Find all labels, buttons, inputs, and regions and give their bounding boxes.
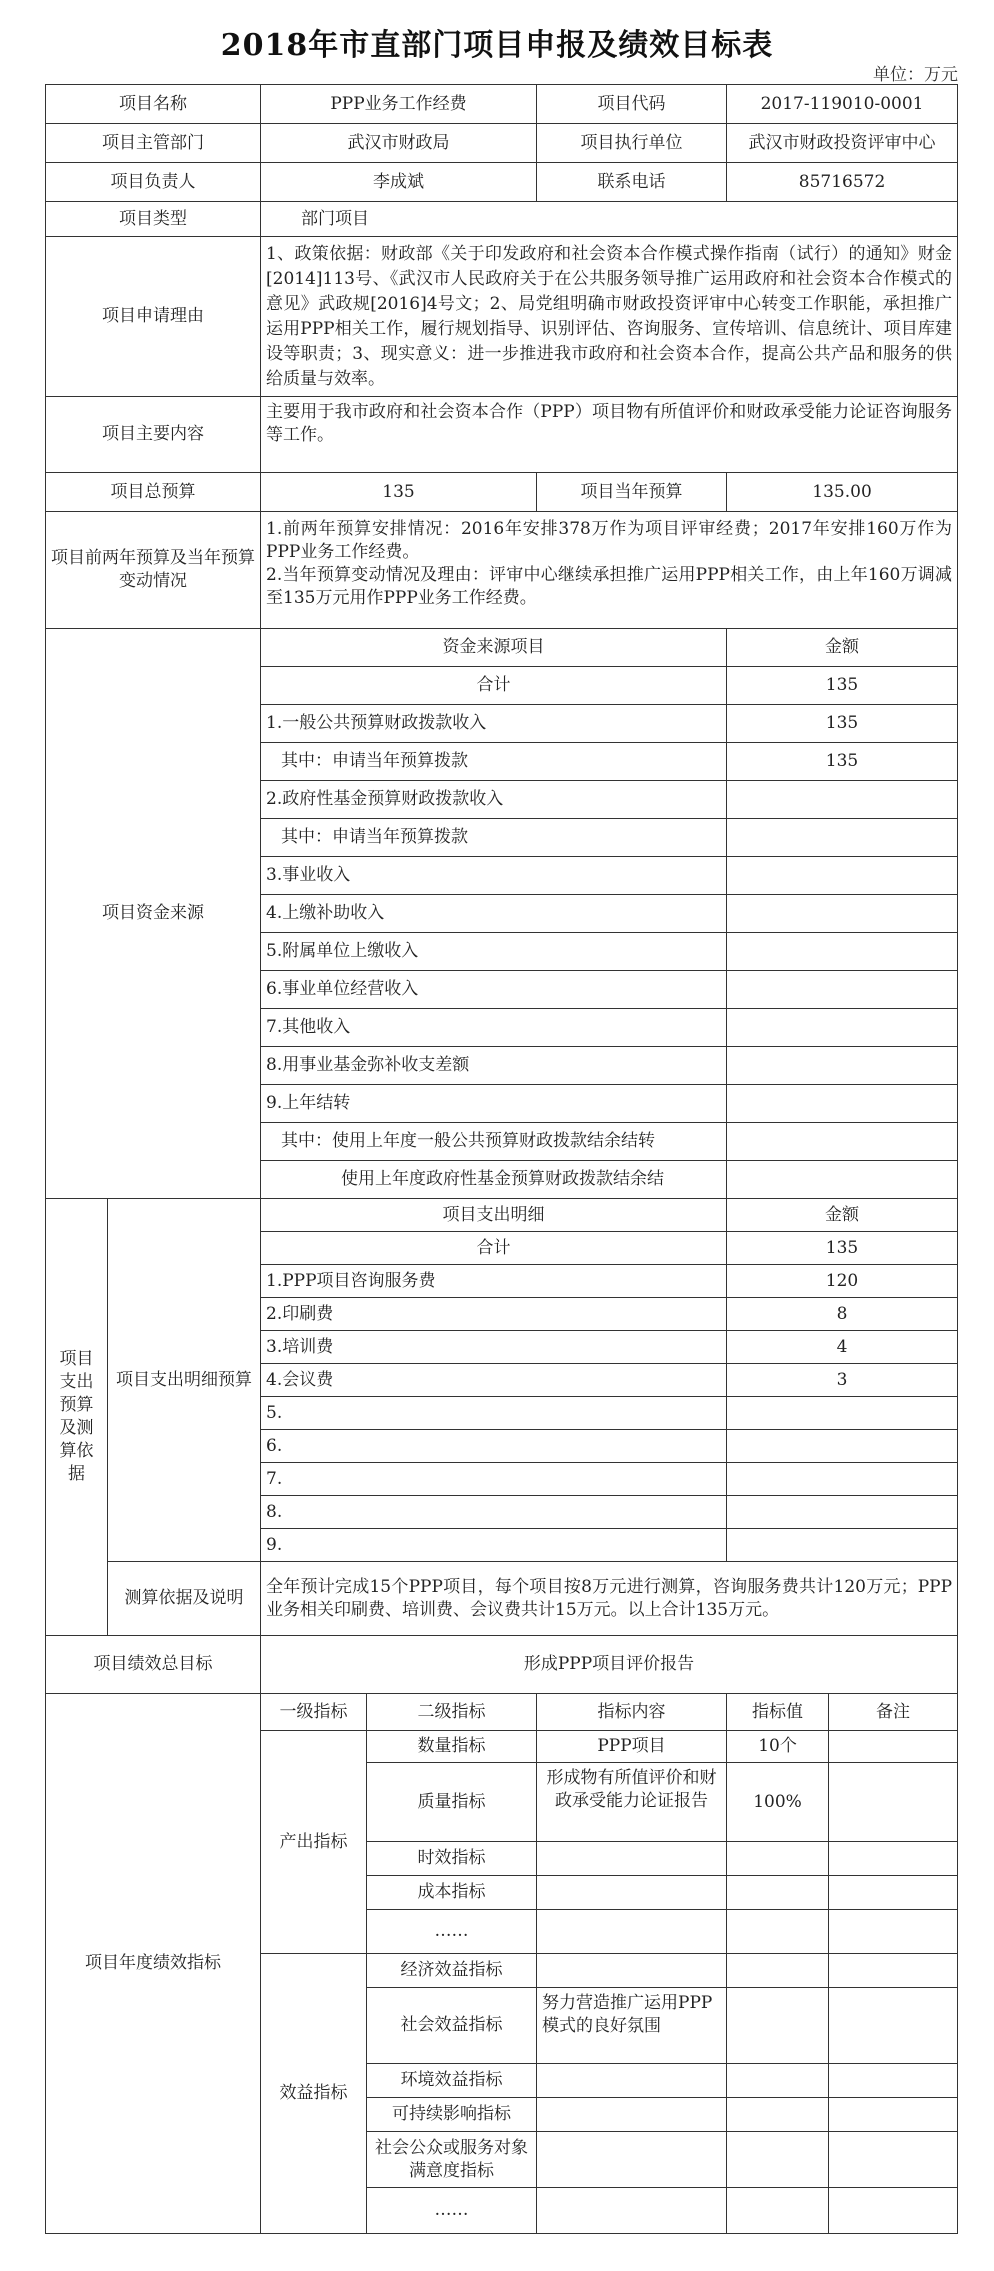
indicator-note [829, 2188, 958, 2234]
funding-item: 6.事业单位经营收入 [261, 971, 727, 1009]
funding-header-item: 资金来源项目 [261, 629, 727, 667]
indicator-content: 努力营造推广运用PPP模式的良好氛围 [537, 1988, 727, 2064]
perf-label: 项目年度绩效指标 [46, 1694, 261, 2234]
expense-header [46, 1199, 958, 1232]
funding-amount: 135 [727, 667, 958, 705]
indicator-name: 经济效益指标 [367, 1954, 537, 1988]
row-basis [46, 1562, 958, 1636]
funding-amount [727, 819, 958, 857]
leader-value: 李成斌 [261, 163, 537, 202]
funding-amount: 135 [727, 705, 958, 743]
expense-amount: 3 [727, 1364, 958, 1397]
funding-item: 其中：申请当年预算拨款 [261, 743, 727, 781]
funding-amount [727, 781, 958, 819]
funding-amount [727, 857, 958, 895]
indicator-note [829, 1876, 958, 1910]
expense-detail-label: 项目支出明细预算 [108, 1199, 261, 1562]
year-value: 135.00 [727, 473, 958, 512]
indicator-note [829, 1842, 958, 1876]
indicator-value [727, 1876, 829, 1910]
indicator-content [537, 1842, 727, 1876]
expense-item: 3.培训费 [261, 1331, 727, 1364]
indicator-note [829, 1954, 958, 1988]
goal-label: 项目绩效总目标 [46, 1636, 261, 1694]
indicator-note [829, 2064, 958, 2098]
indicator-value: 100% [727, 1763, 829, 1842]
expense-item: 2.印刷费 [261, 1298, 727, 1331]
perf-h1: 一级指标 [261, 1694, 367, 1731]
expense-item: 6. [261, 1430, 727, 1463]
expense-item: 9. [261, 1529, 727, 1562]
indicator-content [537, 2098, 727, 2132]
indicator-note [829, 2132, 958, 2188]
row-dept [46, 124, 958, 163]
indicator-value [727, 2132, 829, 2188]
dept-label: 项目主管部门 [46, 124, 261, 163]
expense-amount: 120 [727, 1265, 958, 1298]
funding-item: 使用上年度政府性基金预算财政拨款结余结 [261, 1161, 727, 1199]
indicator-content [537, 2064, 727, 2098]
funding-amount [727, 1123, 958, 1161]
funding-item: 3.事业收入 [261, 857, 727, 895]
exec-label: 项目执行单位 [537, 124, 727, 163]
indicator-note [829, 1763, 958, 1842]
indicator-name: …… [367, 2188, 537, 2234]
row-type [46, 202, 958, 237]
funding-item: 4.上缴补助收入 [261, 895, 727, 933]
perf-h4: 指标值 [727, 1694, 829, 1731]
indicator-name: …… [367, 1910, 537, 1954]
indicator-content [537, 2132, 727, 2188]
indicator-value [727, 2064, 829, 2098]
reason-value: 1、政策依据：财政部《关于印发政府和社会资本合作模式操作指南（试行）的通知》财金[2014]113号、《武汉市人民政府关于在公共服务领导推广运用政府和社会资本合作模式的意见》武政规[2016]4号文；2、局党组明确市财政投资评审中心转变工作职能，承担推广运用PPP相关工作，履行规划指导、识别评估、咨询服务、宣传培训、信息统计、项目库建设等职责；3、现实意义：进一步推进我市政府和社会资本合作，提高公共产品和服务的供给质量与效率。 [261, 237, 958, 397]
indicator-name: 社会效益指标 [367, 1988, 537, 2064]
funding-amount [727, 1009, 958, 1047]
goal-value: 形成PPP项目评价报告 [261, 1636, 958, 1694]
expense-item: 7. [261, 1463, 727, 1496]
indicator-name: 成本指标 [367, 1876, 537, 1910]
indicator-content: PPP项目 [537, 1731, 727, 1763]
indicator-name: 质量指标 [367, 1763, 537, 1842]
perf-h5: 备注 [829, 1694, 958, 1731]
phone-label: 联系电话 [537, 163, 727, 202]
funding-header [46, 629, 958, 667]
row-content [46, 397, 958, 473]
indicator-content [537, 1910, 727, 1954]
funding-amount [727, 971, 958, 1009]
name-value: PPP业务工作经费 [261, 85, 537, 124]
funding-item: 9.上年结转 [261, 1085, 727, 1123]
expense-header-amount: 金额 [727, 1199, 958, 1232]
row-name [46, 85, 958, 124]
benefit-label: 效益指标 [261, 1954, 367, 2234]
expense-item: 4.会议费 [261, 1364, 727, 1397]
expense-item: 5. [261, 1397, 727, 1430]
funding-amount [727, 1161, 958, 1199]
exec-value: 武汉市财政投资评审中心 [727, 124, 958, 163]
prev-value [261, 512, 958, 629]
expense-amount: 4 [727, 1331, 958, 1364]
indicator-note [829, 1988, 958, 2064]
funding-amount [727, 895, 958, 933]
content-label: 项目主要内容 [46, 397, 261, 473]
row-reason [46, 237, 958, 397]
indicator-value [727, 1954, 829, 1988]
expense-item: 8. [261, 1496, 727, 1529]
indicator-name: 环境效益指标 [367, 2064, 537, 2098]
indicator-note [829, 1910, 958, 1954]
expense-amount: 135 [727, 1232, 958, 1265]
basis-label: 测算依据及说明 [108, 1562, 261, 1636]
code-value: 2017-119010-0001 [727, 85, 958, 124]
prev-line-1: 1.前两年预算安排情况：2016年安排378万作为项目评审经费；2017年安排160万作为PPP业务工作经费。 [266, 519, 953, 562]
expense-amount [727, 1463, 958, 1496]
expense-label: 项目支出预算及测算依据 [46, 1199, 108, 1636]
unit-label: 单位：万元 [873, 65, 958, 85]
indicator-name: 时效指标 [367, 1842, 537, 1876]
perf-h2: 二级指标 [367, 1694, 537, 1731]
funding-item: 2.政府性基金预算财政拨款收入 [261, 781, 727, 819]
indicator-content [537, 1954, 727, 1988]
total-label: 项目总预算 [46, 473, 261, 512]
indicator-value [727, 2188, 829, 2234]
indicator-value [727, 2098, 829, 2132]
leader-label: 项目负责人 [46, 163, 261, 202]
indicator-value: 10个 [727, 1731, 829, 1763]
row-budget [46, 473, 958, 512]
funding-item: 其中：申请当年预算拨款 [261, 819, 727, 857]
perf-header [46, 1694, 958, 1731]
indicator-content: 形成物有所值评价和财政承受能力论证报告 [537, 1763, 727, 1842]
indicator-name: 可持续影响指标 [367, 2098, 537, 2132]
indicator-value [727, 1910, 829, 1954]
indicator-content [537, 1876, 727, 1910]
indicator-value [727, 1988, 829, 2064]
row-prev [46, 512, 958, 629]
expense-amount [727, 1430, 958, 1463]
funding-item: 合计 [261, 667, 727, 705]
funding-label: 项目资金来源 [46, 629, 261, 1199]
expense-item: 1.PPP项目咨询服务费 [261, 1265, 727, 1298]
funding-amount [727, 1085, 958, 1123]
prev-label: 项目前两年预算及当年预算变动情况 [46, 512, 261, 629]
content-value: 主要用于我市政府和社会资本合作（PPP）项目物有所值评价和财政承受能力论证咨询服务等工作。 [261, 397, 958, 473]
funding-item: 5.附属单位上缴收入 [261, 933, 727, 971]
funding-item: 8.用事业基金弥补收支差额 [261, 1047, 727, 1085]
indicator-content [537, 2188, 727, 2234]
page-title: 2018年市直部门项目申报及绩效目标表 [220, 28, 774, 63]
indicator-note [829, 1731, 958, 1763]
funding-amount [727, 1047, 958, 1085]
code-label: 项目代码 [537, 85, 727, 124]
indicator-note [829, 2098, 958, 2132]
funding-item: 7.其他收入 [261, 1009, 727, 1047]
funding-item: 其中：使用上年度一般公共预算财政拨款结余结转 [261, 1123, 727, 1161]
expense-header-item: 项目支出明细 [261, 1199, 727, 1232]
type-label: 项目类型 [46, 202, 261, 237]
dept-value: 武汉市财政局 [261, 124, 537, 163]
year-label: 项目当年预算 [537, 473, 727, 512]
funding-amount [727, 933, 958, 971]
expense-item: 合计 [261, 1232, 727, 1265]
indicator-name: 社会公众或服务对象满意度指标 [367, 2132, 537, 2188]
row-goal [46, 1636, 958, 1694]
prev-line-2: 2.当年预算变动情况及理由：评审中心继续承担推广运用PPP相关工作，由上年160万调减至135万元用作PPP业务工作经费。 [266, 565, 953, 608]
expense-amount: 8 [727, 1298, 958, 1331]
indicator-value [727, 1842, 829, 1876]
total-value: 135 [261, 473, 537, 512]
project-table [45, 84, 958, 2234]
indicator-name: 数量指标 [367, 1731, 537, 1763]
basis-value: 全年预计完成15个PPP项目，每个项目按8万元进行测算，咨询服务费共计120万元；PPP业务相关印刷费、培训费、会议费共计15万元。以上合计135万元。 [261, 1562, 958, 1636]
row-leader [46, 163, 958, 202]
funding-item: 1.一般公共预算财政拨款收入 [261, 705, 727, 743]
expense-amount [727, 1496, 958, 1529]
funding-amount: 135 [727, 743, 958, 781]
reason-label: 项目申请理由 [46, 237, 261, 397]
output-label: 产出指标 [261, 1731, 367, 1954]
phone-value: 85716572 [727, 163, 958, 202]
expense-amount [727, 1529, 958, 1562]
funding-header-amount: 金额 [727, 629, 958, 667]
perf-h3: 指标内容 [537, 1694, 727, 1731]
expense-amount [727, 1397, 958, 1430]
name-label: 项目名称 [46, 85, 261, 124]
type-value: 部门项目 [261, 202, 958, 237]
